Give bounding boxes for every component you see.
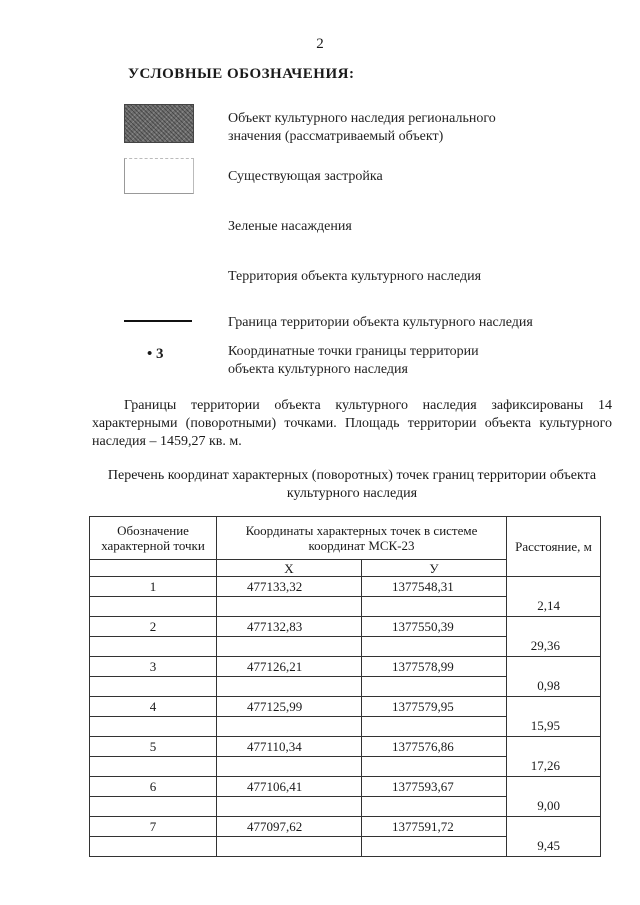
legend-item-heritage-object: Объект культурного наследия регионального значения (рассматриваемый объект) [228, 111, 496, 144]
boundary-description: Границы территории объекта культурного наследия зафиксированы 14 характерными (поворотными) точками. Площадь территории объекта культурного наследия – 1459,27 кв. м. [92, 398, 612, 449]
table-row [90, 837, 601, 857]
point-x: 477110,34 [217, 737, 362, 757]
table-row [90, 777, 601, 797]
boundary-line-symbol [124, 320, 192, 322]
point-y: 1377550,39 [362, 617, 507, 637]
point-y: 1377578,99 [362, 657, 507, 677]
point-y: 1377548,31 [362, 577, 507, 597]
distance: 17,26 [507, 757, 601, 777]
legend-item-boundary: Граница территории объекта культурного наследия [228, 315, 533, 330]
legend-item-heritage-territory: Территория объекта культурного наследия [228, 269, 482, 284]
distance: 0,98 [507, 677, 601, 697]
point-y: 1377576,86 [362, 737, 507, 757]
header-coordinates: Координаты характерных точек в системе координат МСК-23 [217, 517, 507, 560]
existing-building-symbol [124, 158, 194, 194]
table-caption: Перечень координат характерных (поворотных) точек границ территории объекта культурного наследия [107, 468, 597, 501]
legend-item-coordinate-points: Координатные точки границы территории объекта культурного наследия [228, 344, 479, 377]
coordinate-point-symbol: • 3 [147, 346, 164, 362]
point-x: 477133,32 [217, 577, 362, 597]
distance: 9,00 [507, 797, 601, 817]
header-y: У [362, 560, 507, 577]
distance: 29,36 [507, 637, 601, 657]
legend-item-green-plantings: Зеленые насаждения [228, 219, 352, 234]
point-y: 1377579,95 [362, 697, 507, 717]
table-row [90, 757, 601, 777]
point-x: 477097,62 [217, 817, 362, 837]
table-row [90, 737, 601, 757]
header-x: X [217, 560, 362, 577]
point-y: 1377591,72 [362, 817, 507, 837]
header-distance: Расстояние, м [507, 517, 601, 577]
distance: 2,14 [507, 597, 601, 617]
table-row [90, 597, 601, 617]
table-row [90, 657, 601, 677]
table-row [90, 797, 601, 817]
table-row [90, 817, 601, 837]
distance: 9,45 [507, 837, 601, 857]
table-row [90, 717, 601, 737]
point-id: 7 [90, 817, 217, 837]
legend-item-existing-building: Существующая застройка [228, 169, 383, 184]
point-id: 3 [90, 657, 217, 677]
point-id: 1 [90, 577, 217, 597]
header-point: Обозначение характерной точки [90, 517, 217, 560]
point-id: 4 [90, 697, 217, 717]
table-row [90, 577, 601, 597]
header-point-spacer [90, 560, 217, 577]
point-id: 6 [90, 777, 217, 797]
table-row [90, 697, 601, 717]
legend-title: УСЛОВНЫЕ ОБОЗНАЧЕНИЯ: [128, 66, 355, 82]
table-row [90, 617, 601, 637]
point-x: 477125,99 [217, 697, 362, 717]
point-id: 2 [90, 617, 217, 637]
coordinates-table [89, 516, 601, 857]
point-y: 1377593,67 [362, 777, 507, 797]
point-x: 477132,83 [217, 617, 362, 637]
point-x: 477106,41 [217, 777, 362, 797]
page-number: 2 [316, 36, 324, 52]
point-id: 5 [90, 737, 217, 757]
table-row [90, 677, 601, 697]
point-x: 477126,21 [217, 657, 362, 677]
heritage-object-symbol [124, 104, 194, 143]
distance: 15,95 [507, 717, 601, 737]
table-row [90, 637, 601, 657]
